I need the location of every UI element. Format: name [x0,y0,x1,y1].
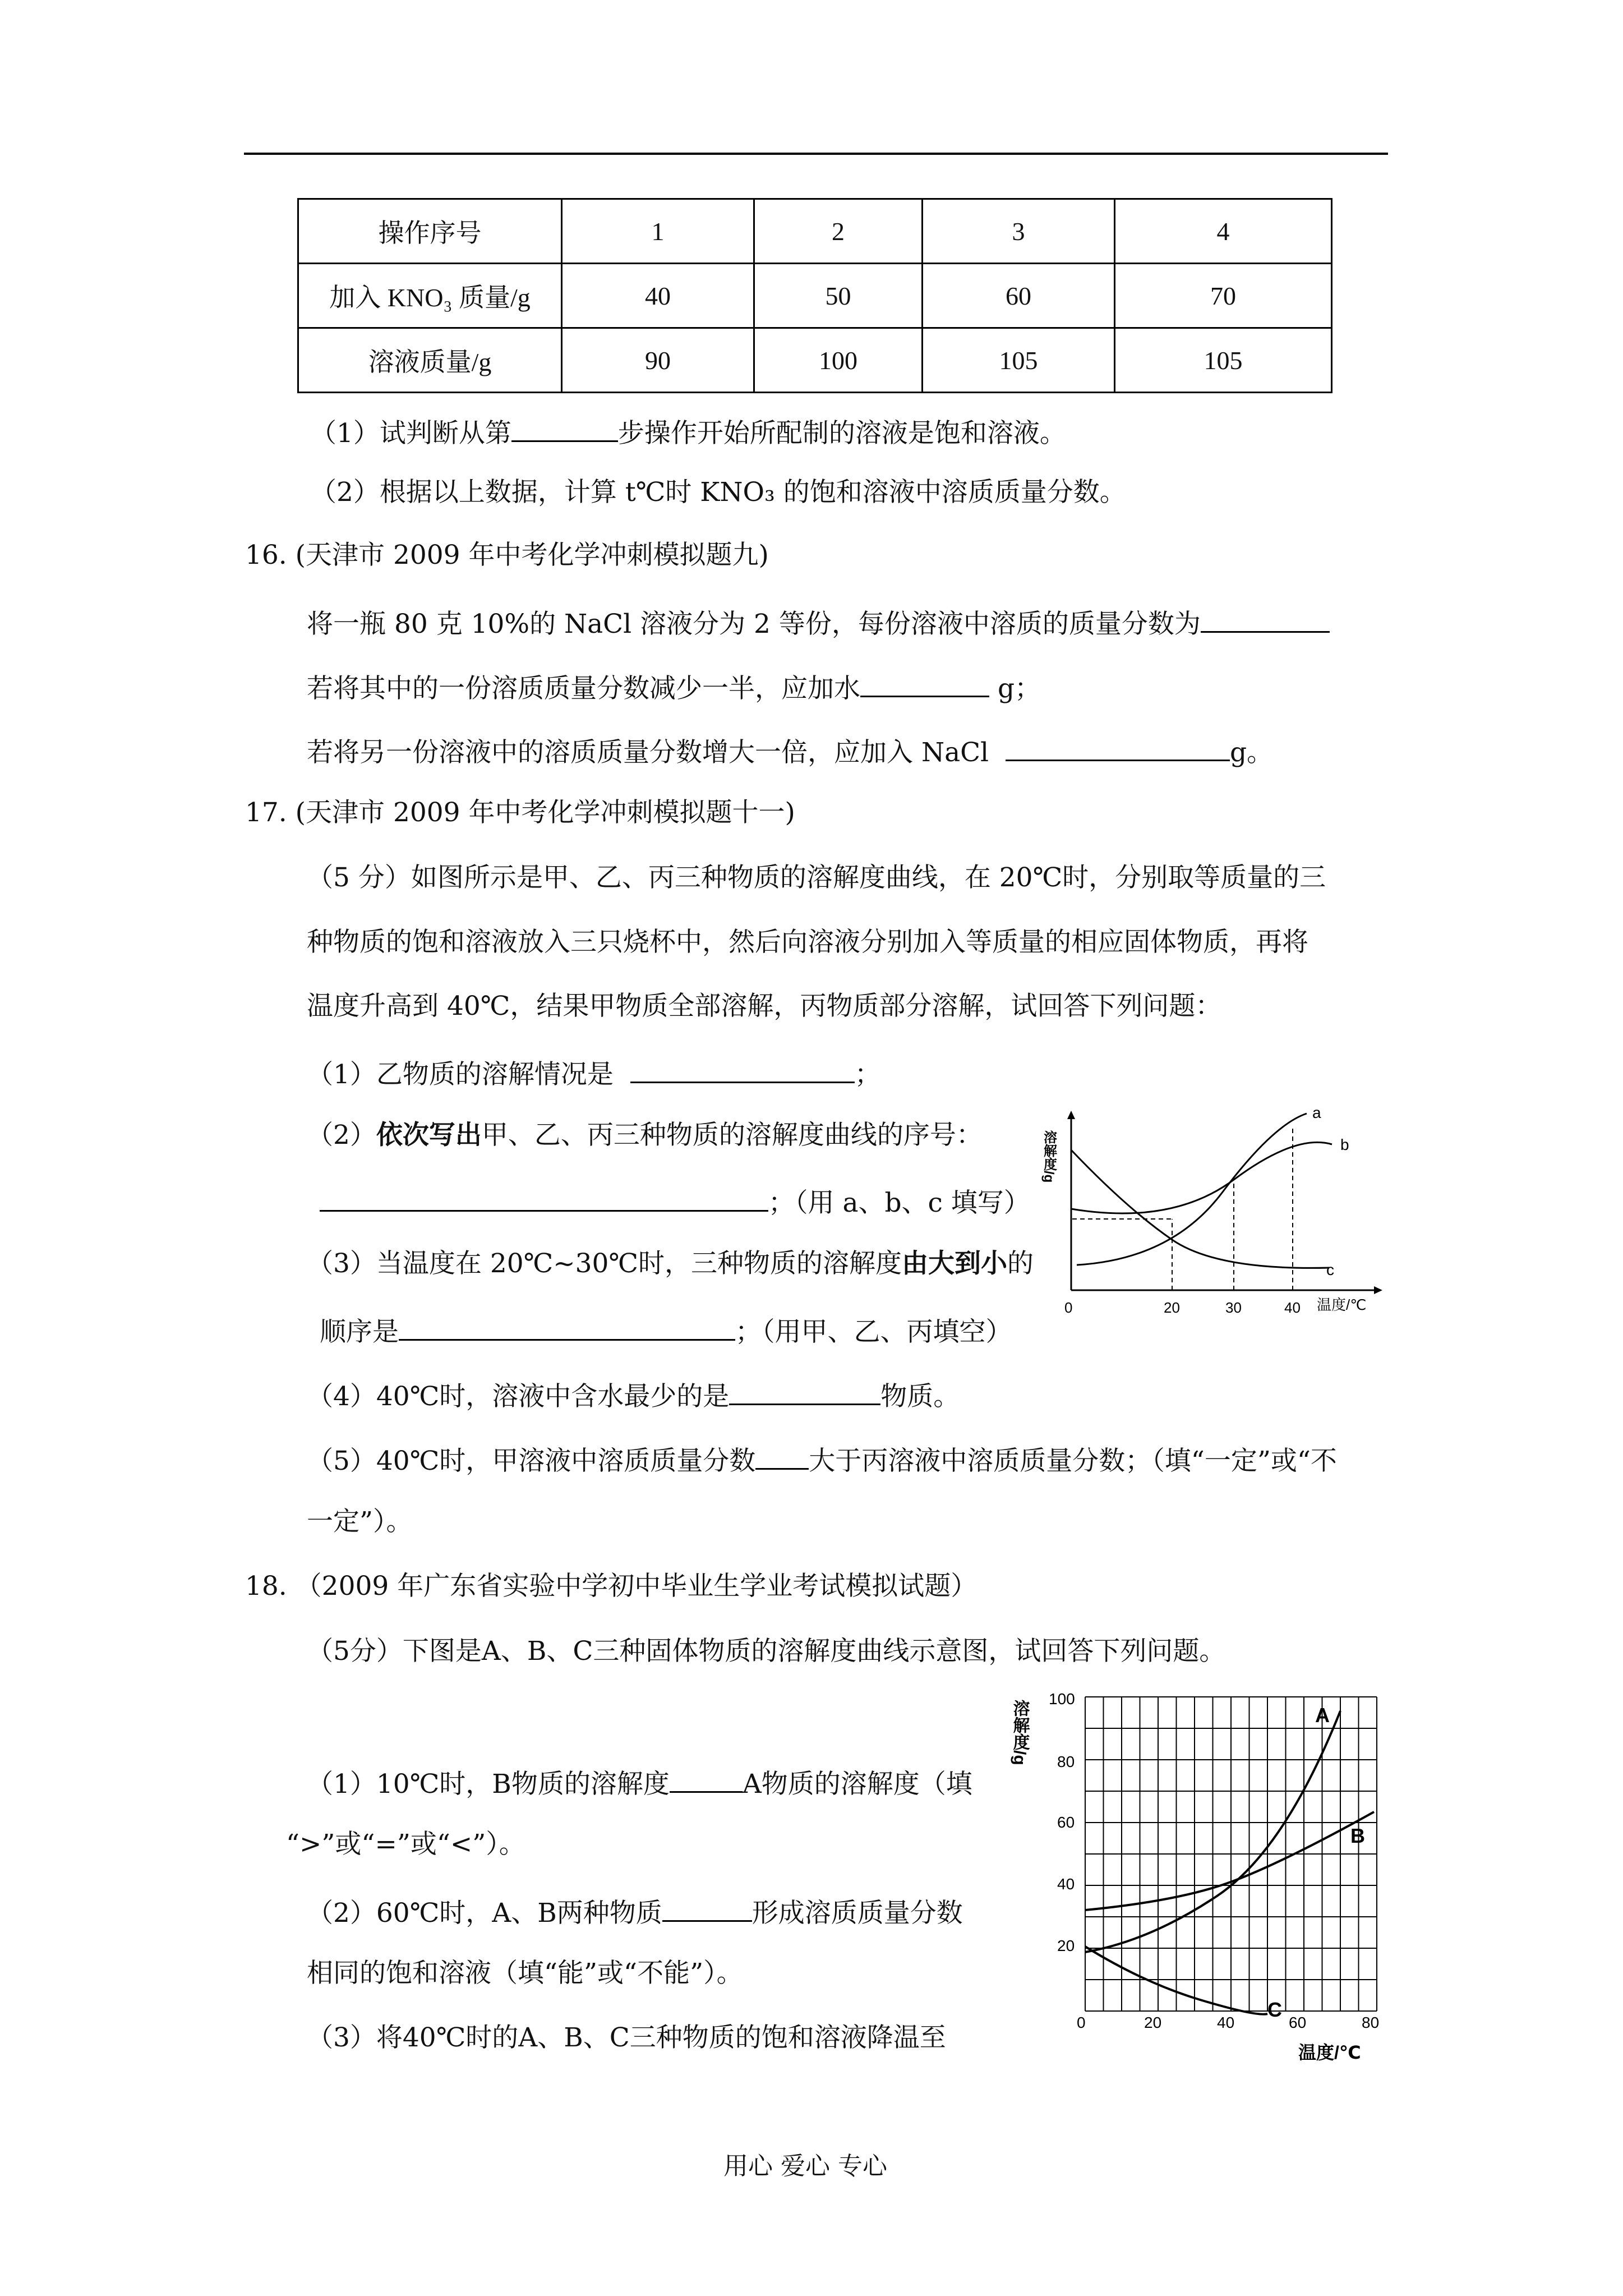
x-tick-label: 0 [1077,2014,1086,2031]
q17-q5: （5）40℃时，甲溶液中溶质质量分数 大于丙溶液中溶质质量分数；（填“一定”或“不 [307,1442,1337,1477]
curve-label: C [1267,1998,1282,2021]
q18-q1: （1）10℃时，B物质的溶解度 A物质的溶解度（填 [307,1765,972,1800]
q16-line2: 若将其中的一份溶质质量分数减少一半，应加水 g； [307,669,1041,705]
table-cell: 105 [923,328,1115,393]
answer-blank [399,1313,735,1341]
table-cell: 60 [923,264,1115,328]
answer-blank [860,669,989,697]
y-axis-label: 溶解度/g [1041,1130,1057,1183]
x-tick-label: 20 [1144,2014,1162,2031]
y-tick-label: 100 [1049,1690,1075,1708]
table-cell: 70 [1115,264,1332,328]
y-axis-label: 溶解度/g [1010,1700,1029,1765]
table-row [298,328,1332,393]
x-tick-label: 80 [1362,2014,1380,2031]
y-tick-label: 40 [1057,1875,1075,1893]
y-tick-label: 80 [1057,1753,1075,1770]
q18-q2: （2）60℃时，A、B两种物质 形成溶质质量分数 [307,1894,963,1929]
answer-blank [729,1377,880,1405]
curve-label: a [1312,1104,1321,1121]
answer-blank [1201,605,1330,633]
table-cell: 100 [754,328,923,393]
q17-q3: （3）当温度在 20℃~30℃时，三种物质的溶解度由大到小的 [307,1248,1034,1279]
q15-part1: （1）试判断从第 步操作开始所配制的溶液是饱和溶液。 [310,414,1066,449]
page-footer: 用心 爱心 专心 [723,2152,887,2180]
y-tick-label: 60 [1057,1814,1075,1831]
header-rule [244,153,1388,155]
table-cell: 2 [754,199,923,264]
x-tick-label: 60 [1289,2014,1307,2031]
solubility-chart-ABC [1010,1677,1396,2070]
x-tick-label: 0 [1064,1299,1073,1316]
q17-intro3: 温度升高到 40℃，结果甲物质全部溶解，丙物质部分溶解，试回答下列问题： [307,991,1222,1022]
q16-heading: 16. (天津市 2009 年中考化学冲刺模拟题九) [245,540,769,570]
q17-q2: （2）依次写出甲、乙、丙三种物质的溶解度曲线的序号： [307,1120,983,1151]
curve-c [1071,1150,1329,1268]
table-cell: 90 [562,328,754,393]
x-axis-label: 温度/℃ [1317,1296,1367,1313]
table-cell: 加入 KNO₃ 质量/g [298,264,562,328]
table-cell: 溶液质量/g [298,328,562,393]
q16-line3: 若将另一份溶液中的溶质质量分数增大一倍，应加入 NaCl g。 [307,733,1273,769]
q18-q3: （3）将40℃时的A、B、C三种物质的饱和溶液降温至 [307,2022,946,2053]
table-cell: 1 [562,199,754,264]
curve-B [1085,1812,1374,1910]
q18-q2-cont: 相同的饱和溶液（填“能”或“不能”）。 [307,1958,743,1989]
x-axis-label: 温度/℃ [1298,2042,1361,2063]
y-tick-label: 20 [1057,1937,1075,1954]
x-tick-label: 20 [1164,1299,1180,1316]
table-cell: 4 [1115,199,1332,264]
q15-part2: （2）根据以上数据，计算 t℃时 KNO₃ 的饱和溶液中溶质质量分数。 [310,477,1126,508]
solubility-chart-abc [1038,1097,1396,1315]
table-cell: 40 [562,264,754,328]
q17-q3-answer: 顺序是 ；（用甲、乙、丙填空） [320,1313,1012,1348]
q17-q1: （1）乙物质的溶解情况是 ； [307,1055,881,1091]
curve-label: b [1340,1136,1349,1153]
q17-intro2: 种物质的饱和溶液放入三只烧杯中，然后向溶液分别加入等质量的相应固体物质，再将 [307,927,1308,958]
curve-label: A [1315,1704,1330,1727]
table-cell: 3 [923,199,1115,264]
answer-blank [662,1894,752,1922]
q17-q4: （4）40℃时，溶液中含水最少的是 物质。 [307,1377,960,1412]
q16-line1: 将一瓶 80 克 10%的 NaCl 溶液分为 2 等份，每份溶液中溶质的质量分数为 [307,605,1330,640]
q17-heading: 17. (天津市 2009 年中考化学冲刺模拟题十一) [245,797,795,828]
table-cell: 50 [754,264,923,328]
curve-label: c [1326,1261,1334,1278]
answer-blank [1006,733,1230,761]
q17-q5-cont: 一定”）。 [307,1506,413,1537]
x-tick-label: 30 [1225,1299,1242,1316]
table-row [298,199,1332,264]
chart-grid [1085,1697,1377,2011]
q17-q2-answer: ；（用 a、b、c 填写） [320,1184,1030,1219]
answer-blank [670,1765,743,1793]
kno3-table [297,198,1332,393]
answer-blank [511,414,618,442]
curve-label: B [1350,1824,1365,1847]
q18-intro: （5分）下图是A、B、C三种固体物质的溶解度曲线示意图，试回答下列问题。 [307,1636,1226,1667]
answer-blank [320,1184,768,1212]
x-tick-label: 40 [1217,2014,1235,2031]
table-row [298,264,1332,328]
x-tick-label: 40 [1284,1299,1301,1316]
q18-heading: 18. （2009 年广东省实验中学初中毕业生学业考试模拟试题） [245,1571,978,1602]
answer-blank [630,1055,855,1083]
table-cell: 操作序号 [298,199,562,264]
table-cell: 105 [1115,328,1332,393]
q18-q1-cont: “>”或“=”或“<”）。 [286,1829,525,1860]
q17-intro1: （5 分）如图所示是甲、乙、丙三种物质的溶解度曲线，在 20℃时，分别取等质量的三 [307,862,1326,893]
answer-blank [755,1442,809,1470]
